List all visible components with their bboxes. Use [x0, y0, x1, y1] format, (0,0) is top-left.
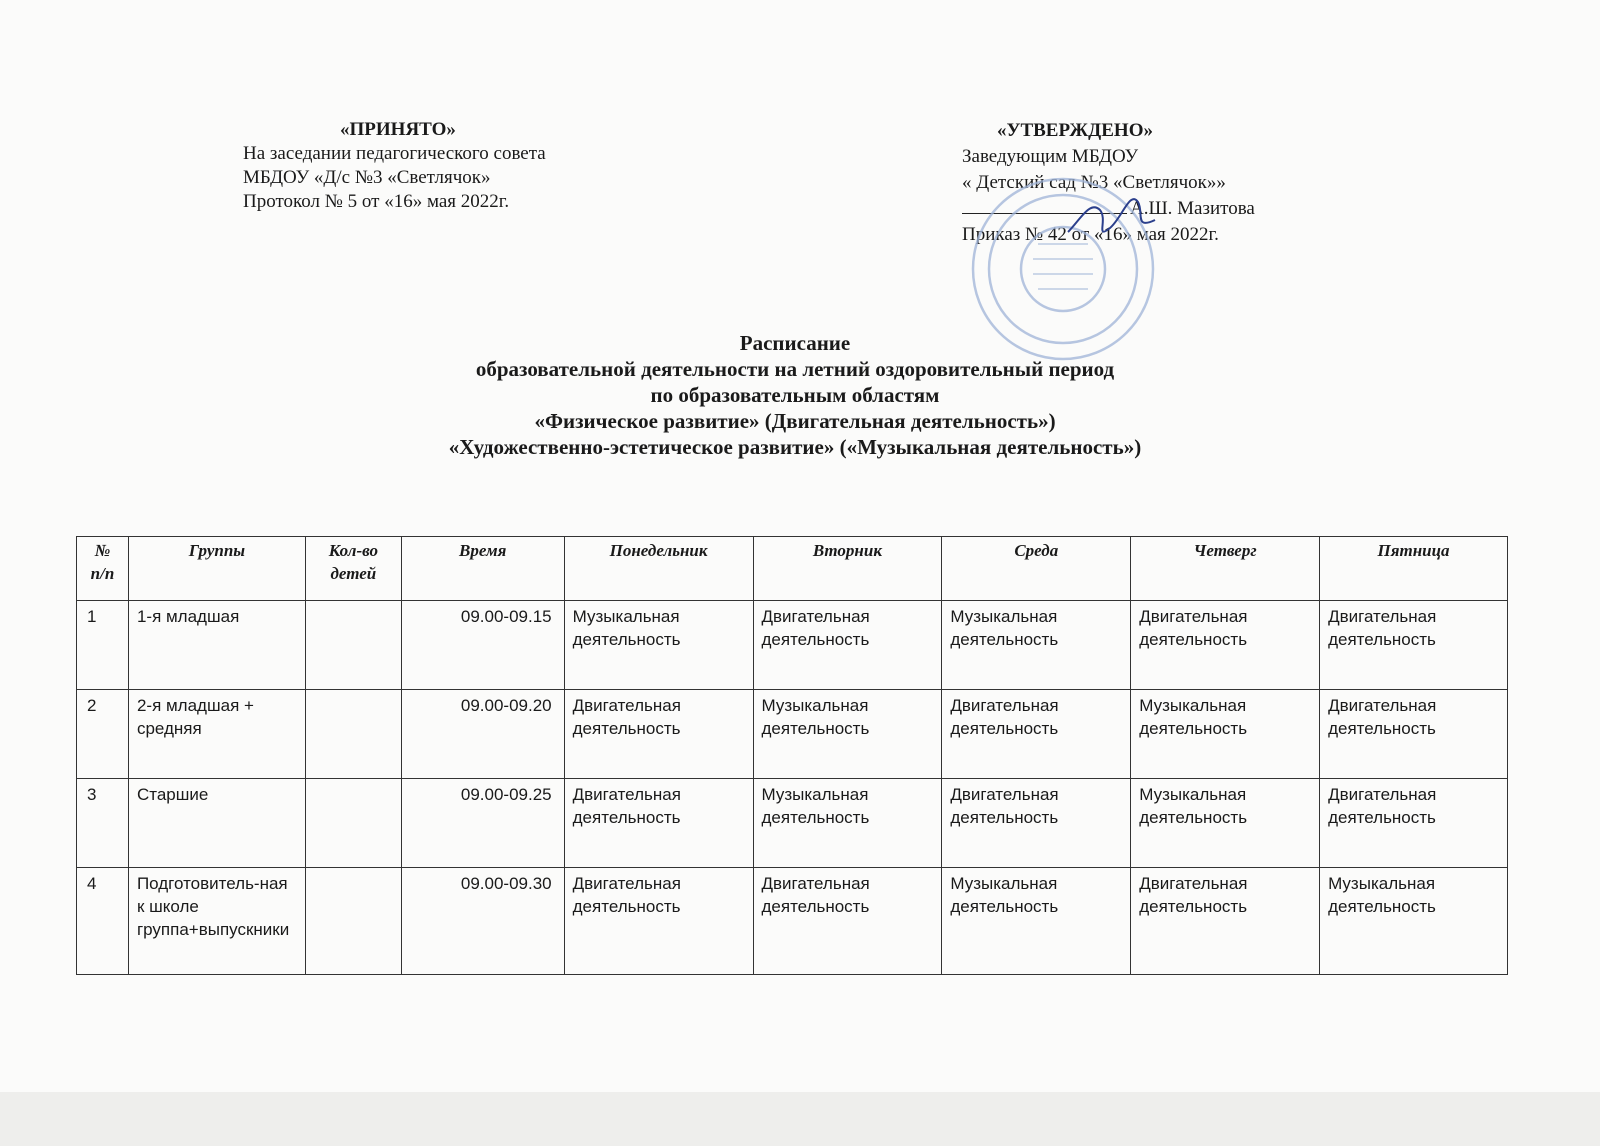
header-num-line-2: п/п: [90, 564, 115, 583]
table-row: [77, 601, 1508, 690]
row-thursday: Двигательная деятельность: [1131, 868, 1320, 975]
signatory-name: А.Ш. Мазитова: [1130, 198, 1255, 219]
row-wednesday: Двигательная деятельность: [942, 779, 1131, 868]
header-count-line-2: детей: [330, 564, 377, 583]
row-time: 09.00-09.30: [401, 868, 564, 975]
header-monday: Понедельник: [564, 537, 753, 601]
title-line-5: «Художественно-эстетическое развитие» («Музыкальная деятельность»): [448, 435, 1142, 459]
row-wednesday: Музыкальная деятельность: [942, 868, 1131, 975]
row-friday: Музыкальная деятельность: [1320, 868, 1508, 975]
row-wednesday: Двигательная деятельность: [942, 690, 1131, 779]
row-count: [305, 690, 401, 779]
header-num-line-1: №: [94, 541, 111, 560]
row-friday: Двигательная деятельность: [1320, 690, 1508, 779]
accepted-line-2: МБДОУ «Д/с №3 «Светлячок»: [243, 167, 491, 188]
row-group: Подготовитель-ная к школе группа+выпускники: [128, 868, 305, 975]
accepted-block: [243, 118, 546, 214]
header-count: [305, 537, 401, 601]
accepted-line-1: На заседании педагогического совета: [243, 143, 546, 164]
row-monday: Двигательная деятельность: [564, 690, 753, 779]
table-row: [77, 690, 1508, 779]
row-count: [305, 779, 401, 868]
row-tuesday: Музыкальная деятельность: [753, 690, 942, 779]
row-thursday: Музыкальная деятельность: [1131, 690, 1320, 779]
row-monday: Двигательная деятельность: [564, 779, 753, 868]
title-line-3: по образовательным областям: [650, 383, 940, 407]
header-group: Группы: [128, 537, 305, 601]
title-line-1: Расписание: [739, 331, 851, 355]
row-thursday: Музыкальная деятельность: [1131, 779, 1320, 868]
row-num: 4: [77, 868, 129, 975]
row-tuesday: Двигательная деятельность: [753, 601, 942, 690]
table-header-row: [77, 537, 1508, 601]
header-num: [77, 537, 129, 601]
header-friday: Пятница: [1320, 537, 1508, 601]
row-friday: Двигательная деятельность: [1320, 779, 1508, 868]
header-wednesday: Среда: [942, 537, 1131, 601]
row-thursday: Двигательная деятельность: [1131, 601, 1320, 690]
row-tuesday: Двигательная деятельность: [753, 868, 942, 975]
row-time: 09.00-09.25: [401, 779, 564, 868]
header-count-line-1: Кол-во: [328, 541, 378, 560]
schedule-table: [76, 536, 1508, 975]
row-monday: Музыкальная деятельность: [564, 601, 753, 690]
row-time: 09.00-09.20: [401, 690, 564, 779]
approved-heading: «УТВЕРЖДЕНО»: [997, 120, 1153, 141]
row-group: Старшие: [128, 779, 305, 868]
signature-icon: [1060, 180, 1170, 250]
header-time: Время: [401, 537, 564, 601]
accepted-line-3: Протокол № 5 от «16» мая 2022г.: [243, 191, 510, 212]
row-group: 2-я младшая + средняя: [128, 690, 305, 779]
approved-line-1: Заведующим МБДОУ: [962, 146, 1139, 167]
title-line-4: «Физическое развитие» (Двигательная деятельность»): [534, 409, 1056, 433]
row-num: 1: [77, 601, 129, 690]
header-thursday: Четверг: [1131, 537, 1320, 601]
row-friday: Двигательная деятельность: [1320, 601, 1508, 690]
row-num: 3: [77, 779, 129, 868]
row-group: 1-я младшая: [128, 601, 305, 690]
approved-line-2: « Детский сад №3 «Светлячок»»: [962, 172, 1226, 193]
header-tuesday: Вторник: [753, 537, 942, 601]
row-num: 2: [77, 690, 129, 779]
approved-line-4: Приказ № 42 от «16» мая 2022г.: [962, 224, 1219, 245]
row-tuesday: Музыкальная деятельность: [753, 779, 942, 868]
scan-bottom-strip: [0, 1092, 1600, 1146]
document-title: [240, 330, 1350, 460]
row-monday: Двигательная деятельность: [564, 868, 753, 975]
row-count: [305, 601, 401, 690]
title-line-2: образовательной деятельности на летний оздоровительный период: [475, 357, 1115, 381]
row-count: [305, 868, 401, 975]
table-row: [77, 868, 1508, 975]
row-time: 09.00-09.15: [401, 601, 564, 690]
row-wednesday: Музыкальная деятельность: [942, 601, 1131, 690]
accepted-heading: «ПРИНЯТО»: [340, 119, 456, 140]
table-row: [77, 779, 1508, 868]
